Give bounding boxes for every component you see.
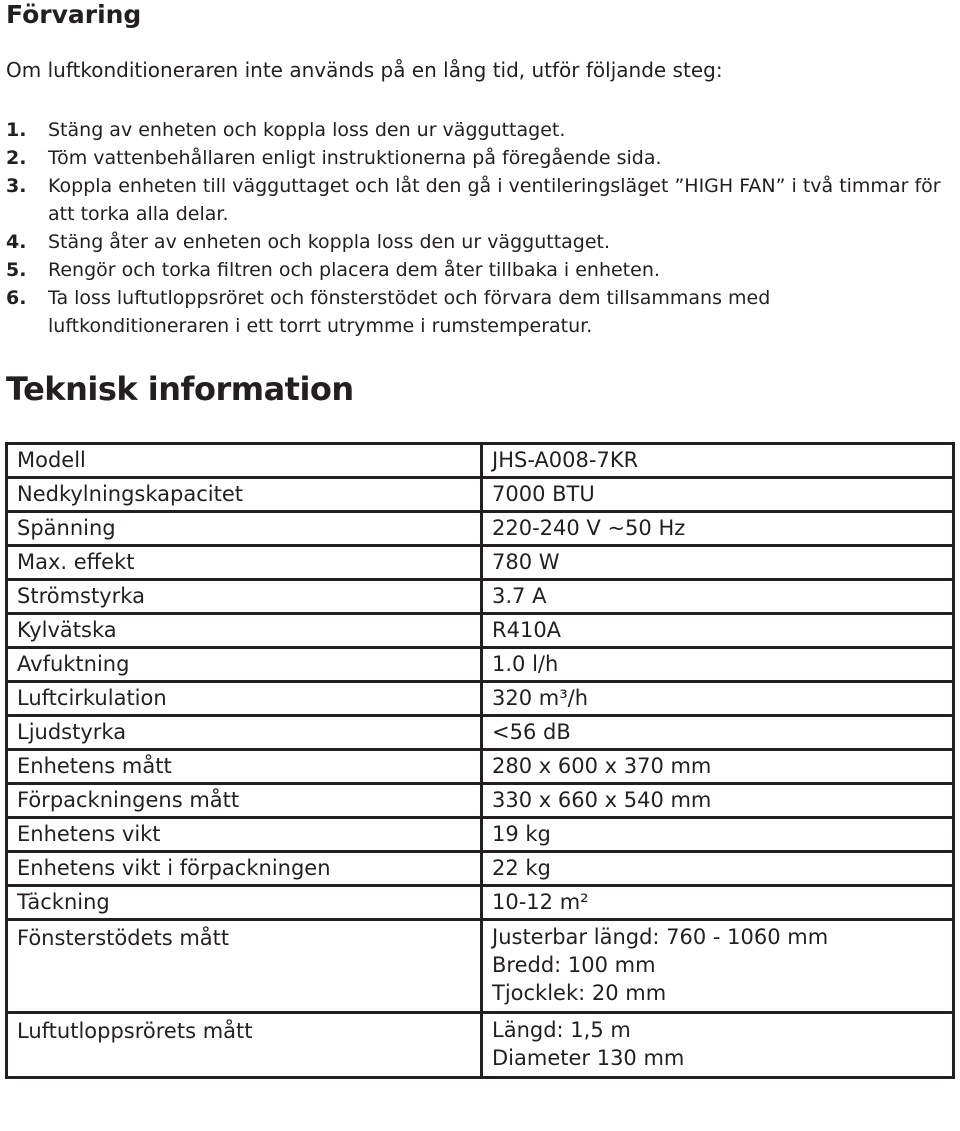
step-text: Rengör och torka filtren och placera dem åter tillbaka i enheten. — [48, 259, 660, 281]
spec-value-line: Diameter 130 mm — [492, 1046, 685, 1070]
spec-key: Max. effekt — [7, 546, 482, 580]
list-item — [6, 284, 956, 340]
spec-value: <56 dB — [482, 716, 954, 750]
spec-value: 330 x 660 x 540 mm — [482, 784, 954, 818]
spec-key: Enhetens mått — [7, 750, 482, 784]
spec-key: Ljudstyrka — [7, 716, 482, 750]
list-item — [6, 172, 956, 228]
spec-key: Kylvätska — [7, 614, 482, 648]
table-row — [7, 716, 954, 750]
spec-key: Täckning — [7, 886, 482, 920]
step-text: Koppla enheten till vägguttaget och låt den gå i ventileringsläget ”HIGH FAN” i två timmar för att torka alla delar. — [48, 175, 941, 225]
table-row — [7, 546, 954, 580]
spec-value: JHS-A008-7KR — [482, 444, 954, 478]
table-row — [7, 444, 954, 478]
storage-steps-list — [6, 116, 956, 340]
table-row — [7, 784, 954, 818]
step-number: 3. — [6, 175, 27, 197]
storage-intro: Om luftkonditioneraren inte används på en lång tid, utför följande steg: — [6, 58, 723, 82]
spec-value-line: Bredd: 100 mm — [492, 953, 656, 977]
spec-key: Enhetens vikt — [7, 818, 482, 852]
table-row — [7, 1013, 954, 1078]
step-text: Stäng åter av enheten och koppla loss den ur vägguttaget. — [48, 231, 611, 253]
table-row — [7, 478, 954, 512]
spec-table — [5, 442, 955, 1079]
step-number: 6. — [6, 287, 27, 309]
spec-value: 19 kg — [482, 818, 954, 852]
list-item — [6, 144, 956, 172]
spec-value — [482, 1013, 954, 1078]
spec-value: 780 W — [482, 546, 954, 580]
spec-value: 3.7 A — [482, 580, 954, 614]
spec-key: Förpackningens mått — [7, 784, 482, 818]
list-item — [6, 256, 956, 284]
spec-value: R410A — [482, 614, 954, 648]
table-row — [7, 614, 954, 648]
list-item — [6, 228, 956, 256]
spec-key: Enhetens vikt i förpackningen — [7, 852, 482, 886]
table-row — [7, 886, 954, 920]
spec-key: Nedkylningskapacitet — [7, 478, 482, 512]
spec-key: Luftcirkulation — [7, 682, 482, 716]
step-number: 1. — [6, 119, 27, 141]
table-row — [7, 682, 954, 716]
spec-key: Avfuktning — [7, 648, 482, 682]
tech-title: Teknisk information — [6, 370, 354, 408]
step-text: Töm vattenbehållaren enligt instruktionerna på föregående sida. — [48, 147, 662, 169]
table-row — [7, 750, 954, 784]
spec-value — [482, 920, 954, 1013]
table-row — [7, 920, 954, 1013]
step-text: Ta loss luftutloppsröret och fönsterstödet och förvara dem tillsammans med luftkonditioneraren i ett torrt utrymme i rumstemperatur. — [48, 287, 771, 337]
table-row — [7, 818, 954, 852]
step-text: Stäng av enheten och koppla loss den ur vägguttaget. — [48, 119, 566, 141]
table-row — [7, 512, 954, 546]
table-row — [7, 852, 954, 886]
spec-value: 280 x 600 x 370 mm — [482, 750, 954, 784]
spec-value: 320 m³/h — [482, 682, 954, 716]
spec-value: 22 kg — [482, 852, 954, 886]
spec-key: Luftutloppsrörets mått — [7, 1013, 482, 1078]
spec-value: 7000 BTU — [482, 478, 954, 512]
list-item — [6, 116, 956, 144]
spec-value-line: Tjocklek: 20 mm — [492, 981, 667, 1005]
table-row — [7, 580, 954, 614]
spec-key: Spänning — [7, 512, 482, 546]
step-number: 5. — [6, 259, 27, 281]
spec-value: 1.0 l/h — [482, 648, 954, 682]
spec-key: Fönsterstödets mått — [7, 920, 482, 1013]
spec-value: 220-240 V ~50 Hz — [482, 512, 954, 546]
spec-value-line: Justerbar längd: 760 - 1060 mm — [492, 925, 829, 949]
spec-value-line: Längd: 1,5 m — [492, 1018, 631, 1042]
storage-title: Förvaring — [6, 0, 142, 29]
step-number: 4. — [6, 231, 27, 253]
table-row — [7, 648, 954, 682]
spec-key: Strömstyrka — [7, 580, 482, 614]
spec-value: 10-12 m² — [482, 886, 954, 920]
spec-key: Modell — [7, 444, 482, 478]
step-number: 2. — [6, 147, 27, 169]
